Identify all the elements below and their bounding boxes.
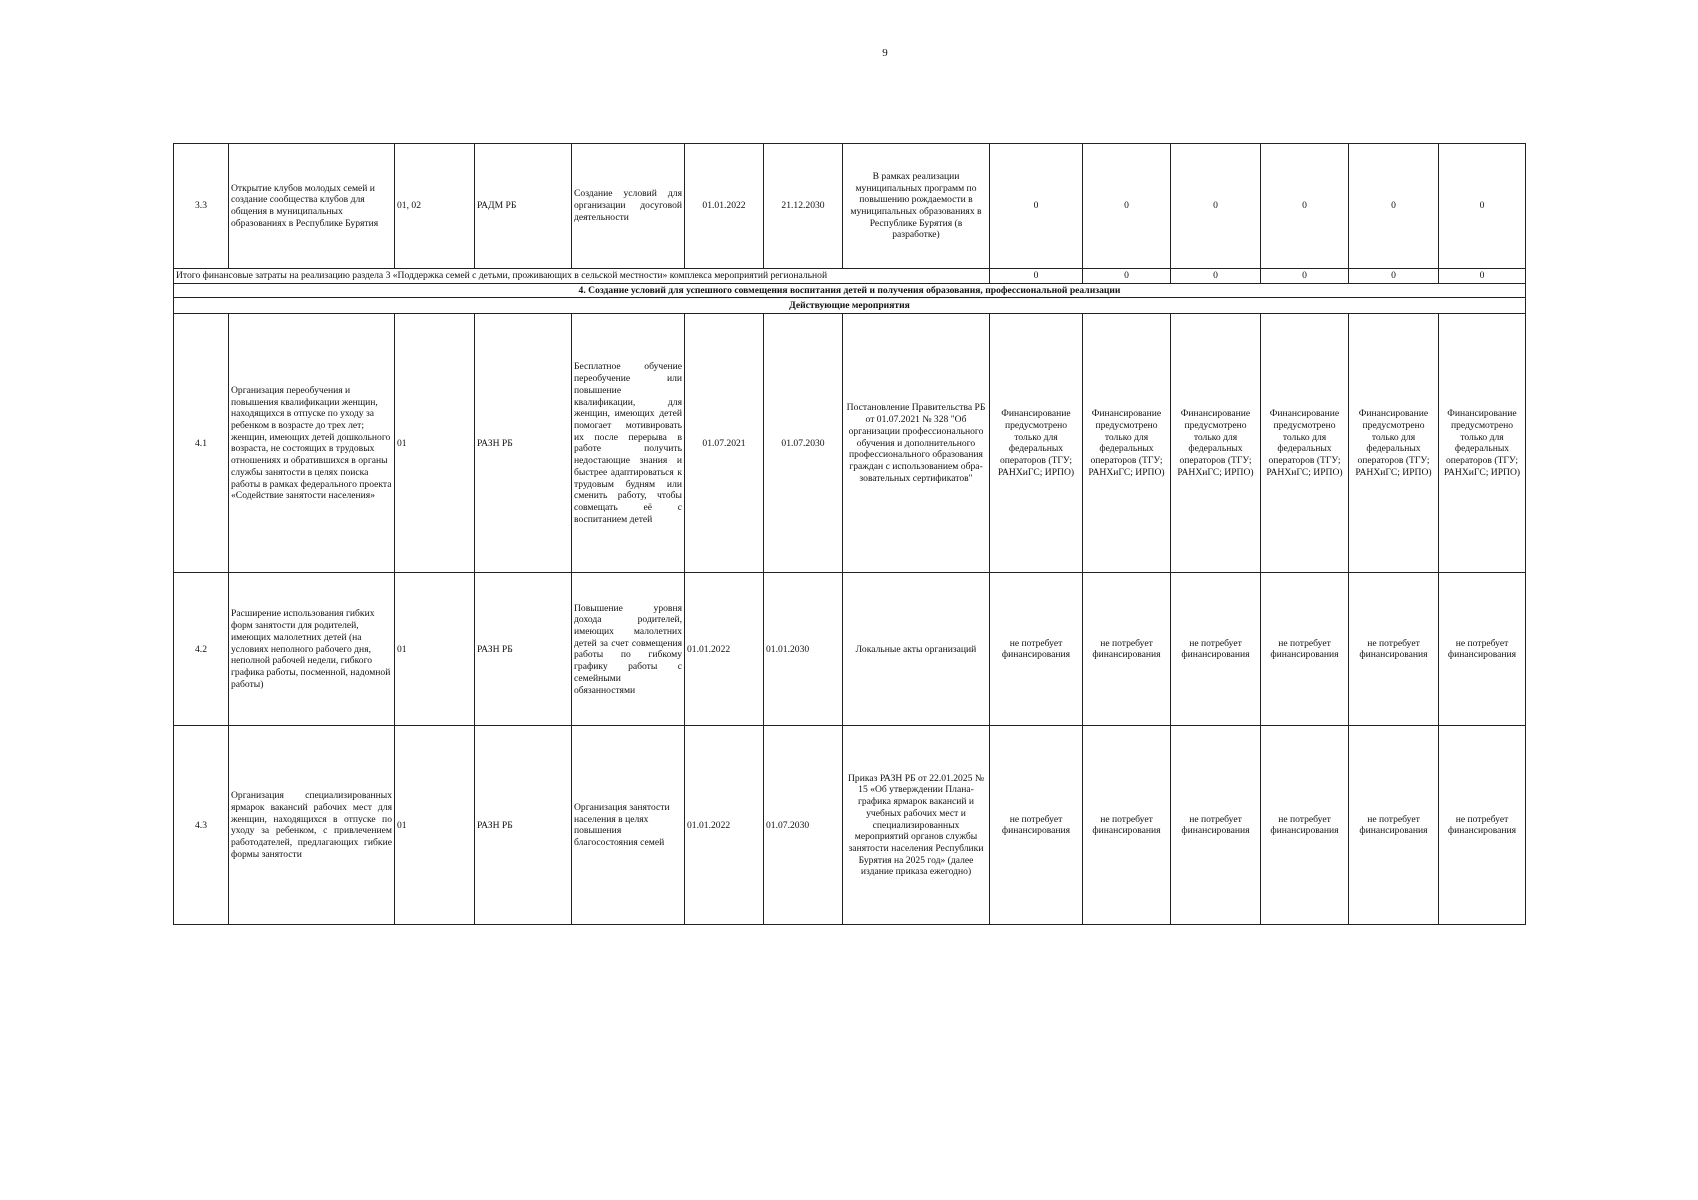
funding-value: Финансирование предусмотрено только для федеральных операторов (ТГУ; РАНХиГС; ИРПО) — [1439, 314, 1526, 573]
funding-value: Финансирование предусмотрено только для федеральных операторов (ТГУ; РАНХиГС; ИРПО) — [1083, 314, 1171, 573]
funding-value: не потребует финансирования — [990, 726, 1083, 925]
table-row — [174, 314, 1526, 573]
funding-value: 0 — [1439, 144, 1526, 269]
measure-result: Повышение уровня дохода родителей, имеющих малолетних детей за счет совмещения работы по гибкому графику работы с семейными обязанностями — [572, 573, 685, 726]
measure-executor: РАЗН РБ — [475, 314, 572, 573]
funding-value: не потребует финансирования — [1083, 573, 1171, 726]
measure-code: 01, 02 — [395, 144, 475, 269]
measure-name: Открытие клубов молодых семей и создание сообщества клубов для общения в муниципальных образованиях в Республике Бурятия — [229, 144, 395, 269]
funding-value: не потребует финансирования — [1439, 573, 1526, 726]
funding-value: не потребует финансирования — [1083, 726, 1171, 925]
measure-result: Создание условий для организации досуговой деятельности — [572, 144, 685, 269]
funding-value: Финансирование предусмотрено только для федеральных операторов (ТГУ; РАНХиГС; ИРПО) — [1349, 314, 1439, 573]
legal-document: Постановление Правительства РБ от 01.07.2021 № 328 "Об организации профессионального обучения и дополнительного профессионального образования граждан с использованием обра-зовательных сертификатов" — [843, 314, 990, 573]
funding-value: не потребует финансирования — [1261, 726, 1349, 925]
measure-result: Бесплатное обучение переобучение или повышение квалификации, для женщин, имеющих детей помогает мотивировать их после перерыва в работе получить недостающие знания и быстрее адаптироваться к трудовым будням или сменить работу, чтобы совмещать её с воспитанием детей — [572, 314, 685, 573]
row-number: 3.3 — [174, 144, 229, 269]
row-number: 4.3 — [174, 726, 229, 925]
end-date: 21.12.2030 — [764, 144, 843, 269]
funding-value: Финансирование предусмотрено только для федеральных операторов (ТГУ; РАНХиГС; ИРПО) — [1261, 314, 1349, 573]
funding-value: не потребует финансирования — [1349, 726, 1439, 925]
legal-document: Локальные акты организаций — [843, 573, 990, 726]
measure-code: 01 — [395, 314, 475, 573]
funding-value: не потребует финансирования — [990, 573, 1083, 726]
table-row — [174, 573, 1526, 726]
funding-value: 0 — [990, 144, 1083, 269]
total-value: 0 — [990, 269, 1083, 284]
total-label: Итого финансовые затраты на реализацию раздела 3 «Поддержка семей с детьми, проживающих в сельской местности» комплекса мероприятий региональной — [174, 269, 990, 284]
funding-value: 0 — [1171, 144, 1261, 269]
legal-document: Приказ РАЗН РБ от 22.01.2025 № 15 «Об утверждении Плана-графика ярмарок вакансий и учебных рабочих мест и специализированных мероприятий органов службы занятости населения Республики Бурятия на 2025 год» (далее издание приказа ежегодно) — [843, 726, 990, 925]
total-value: 0 — [1349, 269, 1439, 284]
measure-name: Организация специализированных ярмарок вакансий рабочих мест для женщин, находящихся в отпуске по уходу за ребенком, с привлечением работодателей, предлагающих гибкие формы занятости — [229, 726, 395, 925]
total-value: 0 — [1171, 269, 1261, 284]
measures-table — [173, 143, 1526, 925]
measure-code: 01 — [395, 726, 475, 925]
funding-value: Финансирование предусмотрено только для федеральных операторов (ТГУ; РАНХиГС; ИРПО) — [990, 314, 1083, 573]
funding-value: Финансирование предусмотрено только для федеральных операторов (ТГУ; РАНХиГС; ИРПО) — [1171, 314, 1261, 573]
funding-value: 0 — [1261, 144, 1349, 269]
start-date: 01.07.2021 — [685, 314, 764, 573]
funding-value: 0 — [1349, 144, 1439, 269]
row-number: 4.2 — [174, 573, 229, 726]
start-date: 01.01.2022 — [685, 726, 764, 925]
measure-code: 01 — [395, 573, 475, 726]
measure-name: Расширение использования гибких форм занятости для родителей, имеющих малолетних детей (на условиях неполного рабочего дня, неполной рабочей недели, гибкого графика работы, посменной, надомной работы) — [229, 573, 395, 726]
measure-name: Организация переобучения и повышения квалификации женщин, находящихся в отпуске по уходу за ребенком в возрасте до трех лет; женщин, имеющих детей дошкольного возраста, не состоящих в трудовых отношениях и обратившихся в органы службы занятости в целях поиска работы в рамках федерального проекта «Содействие занятости населения» — [229, 314, 395, 573]
end-date: 01.07.2030 — [764, 314, 843, 573]
total-value: 0 — [1083, 269, 1171, 284]
measure-executor: РАЗН РБ — [475, 573, 572, 726]
funding-value: не потребует финансирования — [1171, 573, 1261, 726]
start-date: 01.01.2022 — [685, 144, 764, 269]
section-heading-row — [174, 283, 1526, 298]
subsection-heading: Действующие мероприятия — [174, 298, 1526, 314]
page-number: 9 — [882, 47, 888, 59]
funding-value: не потребует финансирования — [1439, 726, 1526, 925]
measure-executor: РАДМ РБ — [475, 144, 572, 269]
row-number: 4.1 — [174, 314, 229, 573]
total-value: 0 — [1439, 269, 1526, 284]
measure-result: Организация занятости населения в целях повышения благосостояния семей — [572, 726, 685, 925]
funding-value: не потребует финансирования — [1261, 573, 1349, 726]
funding-value: 0 — [1083, 144, 1171, 269]
subsection-heading-row — [174, 298, 1526, 314]
table-row — [174, 144, 1526, 269]
funding-value: не потребует финансирования — [1349, 573, 1439, 726]
measure-executor: РАЗН РБ — [475, 726, 572, 925]
total-row — [174, 269, 1526, 284]
end-date: 01.01.2030 — [764, 573, 843, 726]
table-row — [174, 726, 1526, 925]
funding-value: не потребует финансирования — [1171, 726, 1261, 925]
start-date: 01.01.2022 — [685, 573, 764, 726]
section-heading: 4. Создание условий для успешного совмещения воспитания детей и получения образования, профессиональной реализации — [174, 283, 1526, 298]
end-date: 01.07.2030 — [764, 726, 843, 925]
total-value: 0 — [1261, 269, 1349, 284]
legal-document: В рамках реализации муниципальных программ по повышению рождаемости в муниципальных образованиях в Республике Бурятия (в разработке) — [843, 144, 990, 269]
